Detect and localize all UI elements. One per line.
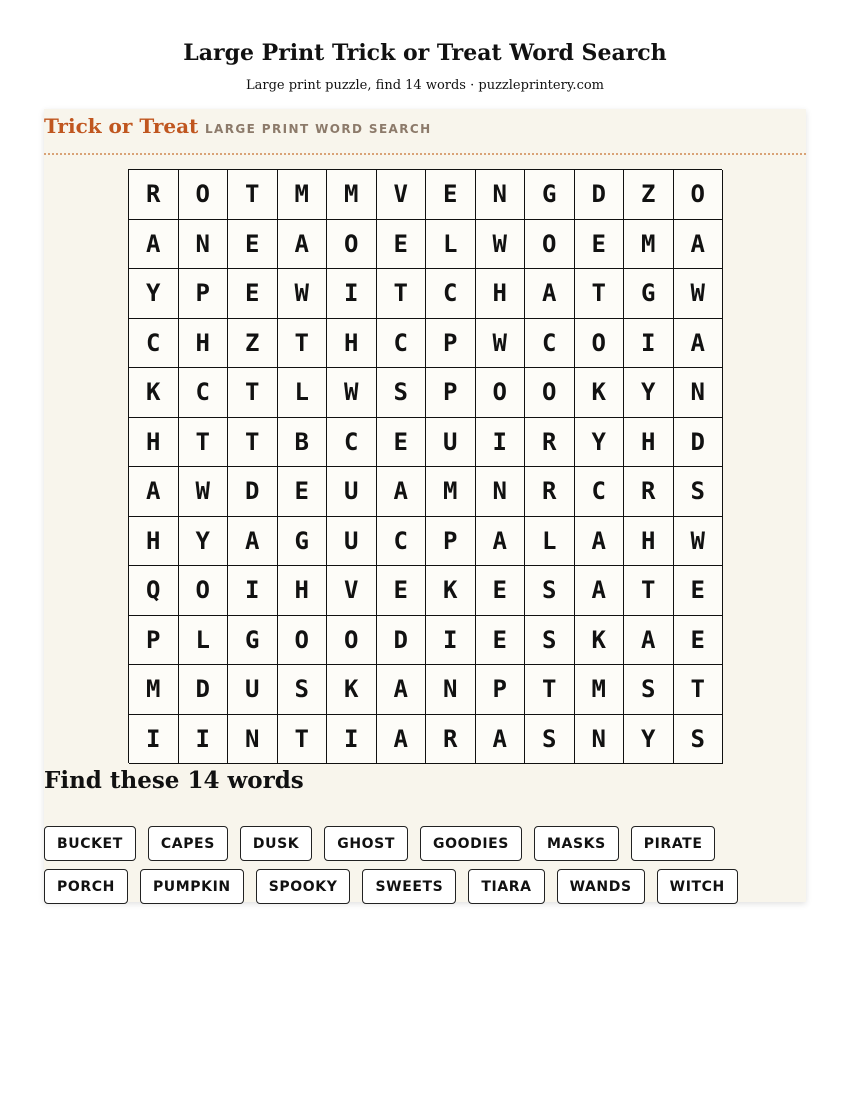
grid-cell[interactable]: D: [377, 616, 427, 666]
grid-cell[interactable]: Z: [624, 170, 674, 220]
grid-cell[interactable]: S: [377, 368, 427, 418]
grid-cell[interactable]: K: [575, 616, 625, 666]
word-chip: SWEETS: [362, 869, 456, 904]
grid-cell[interactable]: H: [624, 517, 674, 567]
grid-cell[interactable]: G: [624, 269, 674, 319]
grid-cell[interactable]: A: [377, 467, 427, 517]
word-list: [44, 826, 806, 904]
grid-cell[interactable]: O: [278, 616, 328, 666]
grid-cell[interactable]: I: [426, 616, 476, 666]
grid-cell[interactable]: R: [525, 467, 575, 517]
grid-cell[interactable]: A: [525, 269, 575, 319]
grid-cell[interactable]: W: [674, 517, 724, 567]
grid-cell[interactable]: S: [278, 665, 328, 715]
grid-cell[interactable]: R: [624, 467, 674, 517]
grid-cell[interactable]: E: [228, 269, 278, 319]
word-chip: PUMPKIN: [140, 869, 244, 904]
grid-cell[interactable]: E: [228, 220, 278, 270]
card-title: Trick or Treat: [44, 114, 199, 138]
grid-cell[interactable]: R: [426, 715, 476, 765]
grid-cell[interactable]: A: [129, 220, 179, 270]
grid-cell[interactable]: E: [278, 467, 328, 517]
grid-cell[interactable]: K: [327, 665, 377, 715]
letter-grid: [128, 169, 722, 763]
grid-cell[interactable]: K: [129, 368, 179, 418]
grid-cell[interactable]: Y: [129, 269, 179, 319]
grid-cell[interactable]: M: [278, 170, 328, 220]
grid-cell[interactable]: E: [476, 616, 526, 666]
grid-cell[interactable]: A: [575, 517, 625, 567]
grid-cell[interactable]: E: [575, 220, 625, 270]
grid-cell[interactable]: P: [129, 616, 179, 666]
grid-cell[interactable]: O: [476, 368, 526, 418]
page-title: Large Print Trick or Treat Word Search: [183, 40, 667, 66]
word-chip: PIRATE: [631, 826, 716, 861]
grid-cell[interactable]: L: [179, 616, 229, 666]
grid-cell[interactable]: P: [426, 368, 476, 418]
grid-cell[interactable]: U: [327, 517, 377, 567]
grid-cell[interactable]: A: [575, 566, 625, 616]
grid-cell[interactable]: E: [674, 566, 724, 616]
grid-cell[interactable]: T: [525, 665, 575, 715]
page-subtitle: Large print puzzle, find 14 words · puzzleprintery.com: [245, 78, 605, 93]
grid-cell[interactable]: I: [327, 715, 377, 765]
grid-cell[interactable]: V: [327, 566, 377, 616]
word-chip: PORCH: [44, 869, 128, 904]
grid-cell[interactable]: A: [476, 517, 526, 567]
grid-cell[interactable]: N: [575, 715, 625, 765]
grid-cell[interactable]: H: [327, 319, 377, 369]
grid-cell[interactable]: N: [476, 170, 526, 220]
grid-cell[interactable]: C: [129, 319, 179, 369]
grid-cell[interactable]: B: [278, 418, 328, 468]
grid-cell[interactable]: T: [624, 566, 674, 616]
grid-cell[interactable]: Q: [129, 566, 179, 616]
grid-cell[interactable]: E: [674, 616, 724, 666]
grid-cell[interactable]: T: [377, 269, 427, 319]
grid-cell[interactable]: O: [327, 616, 377, 666]
word-chip: BUCKET: [44, 826, 136, 861]
grid-cell[interactable]: P: [426, 319, 476, 369]
grid-cell[interactable]: G: [278, 517, 328, 567]
grid-cell[interactable]: H: [624, 418, 674, 468]
grid-cell[interactable]: C: [179, 368, 229, 418]
grid-cell[interactable]: V: [377, 170, 427, 220]
grid-cell[interactable]: C: [525, 319, 575, 369]
grid-cell[interactable]: N: [179, 220, 229, 270]
grid-cell[interactable]: O: [575, 319, 625, 369]
grid-cell[interactable]: E: [476, 566, 526, 616]
grid-cell[interactable]: C: [377, 517, 427, 567]
grid-cell[interactable]: S: [525, 715, 575, 765]
grid-cell[interactable]: W: [674, 269, 724, 319]
grid-cell[interactable]: Y: [624, 368, 674, 418]
grid-cell[interactable]: R: [525, 418, 575, 468]
grid-cell[interactable]: W: [278, 269, 328, 319]
grid-cell[interactable]: T: [674, 665, 724, 715]
grid-cell[interactable]: Z: [228, 319, 278, 369]
word-chip: WANDS: [557, 869, 645, 904]
grid-cell[interactable]: I: [476, 418, 526, 468]
grid-cell[interactable]: K: [426, 566, 476, 616]
card-tag: LARGE PRINT WORD SEARCH: [205, 122, 432, 136]
grid-cell[interactable]: D: [179, 665, 229, 715]
grid-cell[interactable]: A: [278, 220, 328, 270]
grid-cell[interactable]: Y: [179, 517, 229, 567]
grid-cell[interactable]: R: [129, 170, 179, 220]
grid-cell[interactable]: H: [476, 269, 526, 319]
grid-cell[interactable]: T: [228, 368, 278, 418]
grid-cell[interactable]: U: [426, 418, 476, 468]
grid-cell[interactable]: N: [426, 665, 476, 715]
grid-cell[interactable]: M: [624, 220, 674, 270]
grid-cell[interactable]: N: [476, 467, 526, 517]
grid-cell[interactable]: W: [327, 368, 377, 418]
grid-cell[interactable]: L: [426, 220, 476, 270]
word-chip: SPOOKY: [256, 869, 351, 904]
grid-cell[interactable]: E: [426, 170, 476, 220]
grid-cell[interactable]: C: [426, 269, 476, 319]
grid-cell[interactable]: L: [525, 517, 575, 567]
grid-cell[interactable]: N: [674, 368, 724, 418]
grid-cell[interactable]: P: [476, 665, 526, 715]
grid-cell[interactable]: S: [674, 467, 724, 517]
card-header: [44, 109, 806, 155]
grid-cell[interactable]: S: [674, 715, 724, 765]
grid-cell[interactable]: S: [624, 665, 674, 715]
grid-cell[interactable]: A: [624, 616, 674, 666]
grid-cell[interactable]: I: [624, 319, 674, 369]
grid-cell[interactable]: S: [525, 616, 575, 666]
grid-cell[interactable]: O: [674, 170, 724, 220]
word-chip: GOODIES: [420, 826, 522, 861]
grid-cell[interactable]: C: [377, 319, 427, 369]
grid-cell[interactable]: E: [377, 566, 427, 616]
grid-cell[interactable]: T: [575, 269, 625, 319]
grid-cell[interactable]: A: [476, 715, 526, 765]
grid-cell[interactable]: D: [228, 467, 278, 517]
grid-cell[interactable]: N: [228, 715, 278, 765]
grid-cell[interactable]: G: [228, 616, 278, 666]
grid-cell[interactable]: G: [525, 170, 575, 220]
grid-cell[interactable]: Y: [624, 715, 674, 765]
grid-cell[interactable]: T: [228, 170, 278, 220]
grid-cell[interactable]: D: [674, 418, 724, 468]
grid-cell[interactable]: A: [674, 319, 724, 369]
grid-cell[interactable]: T: [278, 319, 328, 369]
grid-cell[interactable]: A: [228, 517, 278, 567]
grid-cell[interactable]: P: [179, 269, 229, 319]
grid-cell[interactable]: T: [228, 418, 278, 468]
grid-cell[interactable]: M: [327, 170, 377, 220]
grid-cell[interactable]: E: [377, 220, 427, 270]
grid-cell[interactable]: C: [575, 467, 625, 517]
grid-cell[interactable]: E: [377, 418, 427, 468]
grid-cell[interactable]: I: [129, 715, 179, 765]
word-chip: DUSK: [240, 826, 312, 861]
grid-cell[interactable]: U: [327, 467, 377, 517]
grid-cell[interactable]: A: [674, 220, 724, 270]
grid-cell[interactable]: C: [327, 418, 377, 468]
grid-cell[interactable]: T: [278, 715, 328, 765]
grid-cell[interactable]: H: [129, 517, 179, 567]
grid-cell[interactable]: O: [179, 566, 229, 616]
grid-cell[interactable]: W: [476, 220, 526, 270]
grid-cell[interactable]: O: [525, 220, 575, 270]
grid-cell[interactable]: O: [327, 220, 377, 270]
word-chip: WITCH: [657, 869, 738, 904]
grid-cell[interactable]: L: [278, 368, 328, 418]
word-chip: CAPES: [148, 826, 228, 861]
grid-cell[interactable]: A: [377, 715, 427, 765]
grid-cell[interactable]: I: [179, 715, 229, 765]
word-chip: GHOST: [324, 826, 408, 861]
grid-cell[interactable]: A: [129, 467, 179, 517]
grid-cell[interactable]: O: [179, 170, 229, 220]
grid-cell[interactable]: O: [525, 368, 575, 418]
puzzle-card: [44, 109, 806, 902]
grid-cell[interactable]: M: [129, 665, 179, 715]
grid-cell[interactable]: W: [476, 319, 526, 369]
word-chip: MASKS: [534, 826, 619, 861]
grid-cell[interactable]: D: [575, 170, 625, 220]
grid-cell[interactable]: I: [327, 269, 377, 319]
grid-cell[interactable]: H: [278, 566, 328, 616]
grid-cell[interactable]: T: [179, 418, 229, 468]
word-chip: TIARA: [468, 869, 544, 904]
grid-cell[interactable]: W: [179, 467, 229, 517]
grid-cell[interactable]: U: [228, 665, 278, 715]
grid-cell[interactable]: H: [179, 319, 229, 369]
grid-cell[interactable]: P: [426, 517, 476, 567]
words-heading: Find these 14 words: [44, 767, 304, 794]
grid-cell[interactable]: A: [377, 665, 427, 715]
grid-cell[interactable]: K: [575, 368, 625, 418]
grid-cell[interactable]: H: [129, 418, 179, 468]
grid-cell[interactable]: M: [575, 665, 625, 715]
grid-cell[interactable]: M: [426, 467, 476, 517]
grid-cell[interactable]: I: [228, 566, 278, 616]
grid-cell[interactable]: Y: [575, 418, 625, 468]
grid-cell[interactable]: S: [525, 566, 575, 616]
